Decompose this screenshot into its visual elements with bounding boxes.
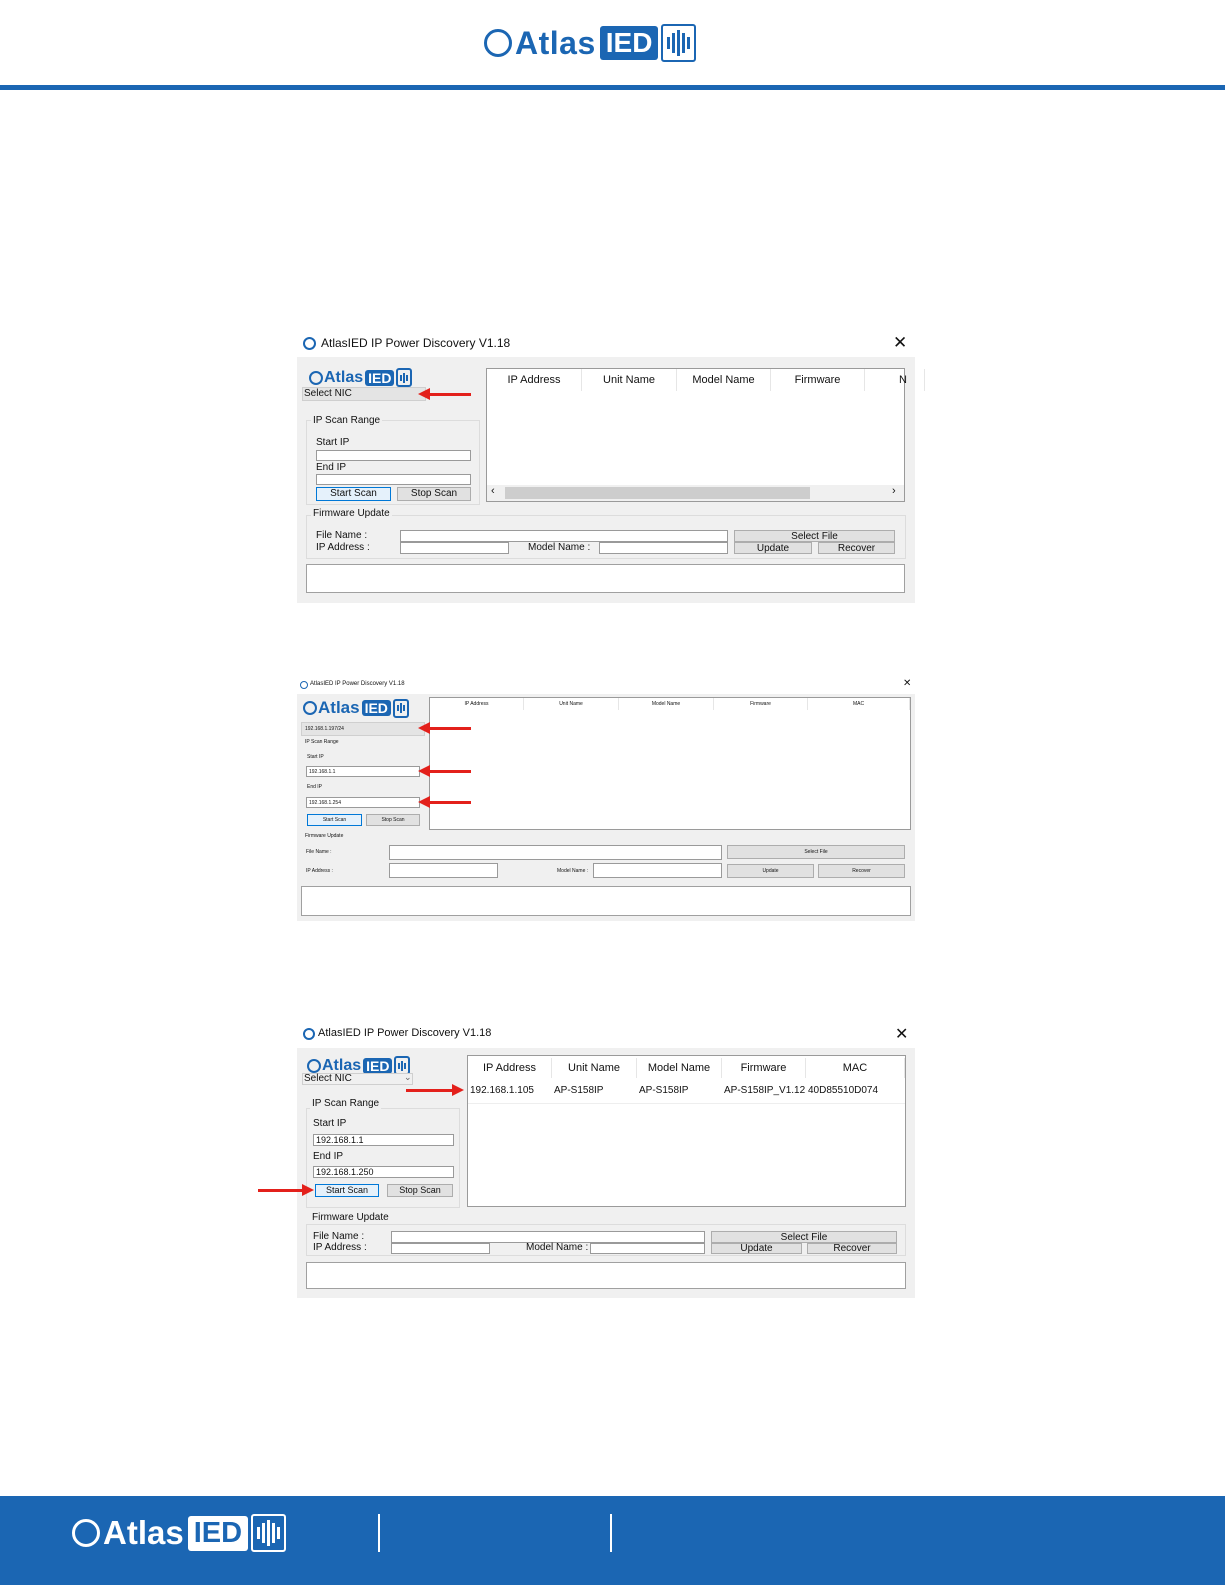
logo-box: IED	[363, 1058, 392, 1074]
file-name-label: File Name :	[313, 1231, 365, 1242]
ip-address-input[interactable]	[391, 1243, 490, 1254]
select-file-button[interactable]: Select File	[734, 530, 895, 542]
scroll-right-icon[interactable]: ›	[892, 485, 896, 497]
col-model-name[interactable]: Model Name	[619, 698, 714, 710]
model-name-input[interactable]	[599, 542, 728, 554]
col-ip-address[interactable]: IP Address	[487, 369, 582, 391]
header-rule	[0, 85, 1225, 90]
col-mac[interactable]: N	[865, 369, 925, 391]
start-ip-input[interactable]	[316, 450, 471, 461]
callout-arrow	[428, 393, 471, 396]
file-name-input[interactable]	[389, 845, 722, 860]
ip-address-input[interactable]	[400, 542, 509, 554]
select-file-button[interactable]: Select File	[711, 1231, 897, 1243]
footer-logo	[72, 1512, 286, 1554]
app-window-1	[297, 331, 915, 603]
status-box	[301, 886, 911, 916]
close-icon[interactable]: ✕	[893, 333, 908, 352]
nic-select-value: Select NIC	[304, 1073, 352, 1084]
horizontal-scrollbar[interactable]	[487, 485, 904, 501]
scan-range-label: IP Scan Range	[313, 415, 381, 426]
update-button[interactable]: Update	[734, 542, 812, 554]
scan-range-label: IP Scan Range	[305, 739, 339, 745]
recover-button[interactable]: Recover	[807, 1243, 897, 1254]
cell-firmware: AP-S158IP_V1.12	[724, 1085, 806, 1096]
atlas-ring-icon	[72, 1519, 100, 1547]
app-icon	[300, 681, 308, 689]
recover-button[interactable]: Recover	[818, 542, 895, 554]
start-scan-button[interactable]: Start Scan	[316, 487, 391, 501]
logo-word: Atlas	[324, 368, 364, 386]
status-box	[306, 564, 905, 593]
title-bar	[297, 331, 915, 357]
nic-select[interactable]: 192.168.1.197/24	[301, 722, 425, 736]
ip-address-label: IP Address :	[316, 542, 370, 553]
end-ip-label: End IP	[316, 462, 347, 473]
col-ip-address[interactable]: IP Address	[430, 698, 524, 710]
sound-bars-icon	[393, 699, 409, 718]
col-model-name[interactable]: Model Name	[677, 369, 771, 391]
col-firmware[interactable]: Firmware	[771, 369, 865, 391]
update-button[interactable]: Update	[711, 1243, 802, 1254]
app-logo	[303, 698, 409, 718]
firmware-update-label: Firmware Update	[312, 1212, 389, 1223]
start-scan-button[interactable]: Start Scan	[307, 814, 362, 826]
firmware-update-label: Firmware Update	[305, 833, 344, 839]
cell-model-name: AP-S158IP	[639, 1085, 689, 1096]
atlas-ring-icon	[307, 1059, 321, 1073]
ip-address-label: IP Address :	[306, 868, 333, 874]
end-ip-label: End IP	[313, 1151, 344, 1162]
ip-address-input[interactable]	[389, 863, 498, 878]
app-icon	[303, 1028, 315, 1040]
update-button[interactable]: Update	[727, 864, 814, 878]
col-firmware[interactable]: Firmware	[722, 1058, 806, 1078]
table-row[interactable]	[468, 1080, 905, 1104]
file-name-input[interactable]	[400, 530, 728, 542]
title-bar	[297, 677, 915, 694]
recover-button[interactable]: Recover	[818, 864, 905, 878]
sound-bars-icon	[661, 24, 696, 62]
sound-bars-icon	[396, 368, 412, 387]
scan-range-label: IP Scan Range	[312, 1098, 380, 1109]
col-ip-address[interactable]: IP Address	[468, 1058, 552, 1078]
start-scan-button[interactable]: Start Scan	[315, 1184, 379, 1197]
model-name-input[interactable]	[590, 1243, 705, 1254]
atlas-ring-icon	[303, 701, 317, 715]
sound-bars-icon	[251, 1514, 286, 1552]
atlas-ring-icon	[309, 371, 323, 385]
col-firmware[interactable]: Firmware	[714, 698, 808, 710]
window-title: AtlasIED IP Power Discovery V1.18	[321, 336, 511, 350]
app-logo	[309, 368, 412, 387]
device-list[interactable]	[467, 1055, 906, 1207]
end-ip-input[interactable]	[316, 474, 471, 485]
start-ip-input[interactable]: 192.168.1.1	[313, 1134, 454, 1146]
window-title: AtlasIED IP Power Discovery V1.18	[310, 681, 405, 687]
title-bar	[297, 1022, 915, 1048]
callout-arrow	[406, 1089, 454, 1092]
logo-box: IED	[600, 26, 659, 60]
nic-select[interactable]: Select NIC	[302, 387, 426, 401]
footer-bar	[0, 1496, 1225, 1585]
col-unit-name[interactable]: Unit Name	[582, 369, 677, 391]
firmware-update-label: Firmware Update	[313, 508, 390, 519]
device-list[interactable]	[486, 368, 905, 502]
app-window-2	[297, 677, 915, 921]
stop-scan-button[interactable]: Stop Scan	[387, 1184, 453, 1197]
stop-scan-button[interactable]: Stop Scan	[366, 814, 420, 826]
cell-mac: 40D85510D074	[808, 1085, 879, 1096]
callout-arrow	[428, 727, 471, 730]
end-ip-input[interactable]: 192.168.1.254	[306, 797, 420, 808]
model-name-label: Model Name :	[557, 868, 589, 874]
model-name-label: Model Name :	[526, 1242, 589, 1253]
atlas-ring-icon	[484, 29, 512, 57]
window-title: AtlasIED IP Power Discovery V1.18	[318, 1027, 492, 1039]
status-box	[306, 1262, 906, 1289]
callout-arrow	[428, 770, 471, 773]
logo-word: Atlas	[515, 24, 596, 61]
logo-box: IED	[362, 700, 391, 716]
start-ip-input[interactable]: 192.168.1.1	[306, 766, 420, 777]
logo-box: IED	[188, 1516, 248, 1551]
col-mac[interactable]: MAC	[806, 1058, 905, 1078]
cell-unit-name: AP-S158IP	[554, 1085, 604, 1096]
file-name-label: File Name :	[306, 849, 332, 855]
end-ip-label: End IP	[307, 784, 323, 790]
callout-arrow	[428, 801, 471, 804]
col-mac[interactable]: MAC	[808, 698, 910, 710]
footer-divider	[610, 1514, 612, 1552]
logo-word: Atlas	[103, 1514, 184, 1551]
start-ip-label: Start IP	[307, 754, 324, 760]
col-unit-name[interactable]: Unit Name	[524, 698, 619, 710]
scrollbar-thumb[interactable]	[505, 487, 810, 499]
chevron-down-icon: ⌄	[404, 1072, 412, 1082]
scroll-left-icon[interactable]: ‹	[491, 485, 495, 497]
logo-box: IED	[365, 370, 394, 386]
app-window-3	[297, 1022, 915, 1298]
ip-address-label: IP Address :	[313, 1242, 367, 1253]
select-file-button[interactable]: Select File	[727, 845, 905, 859]
model-name-input[interactable]	[593, 863, 722, 878]
start-ip-label: Start IP	[316, 437, 350, 448]
footer-divider	[378, 1514, 380, 1552]
col-unit-name[interactable]: Unit Name	[552, 1058, 637, 1078]
close-icon[interactable]: ✕	[895, 1026, 909, 1043]
app-icon	[303, 337, 316, 350]
close-icon[interactable]: ✕	[903, 678, 912, 689]
start-ip-label: Start IP	[313, 1118, 347, 1129]
file-name-label: File Name :	[316, 530, 368, 541]
atlasied-logo	[484, 24, 696, 62]
stop-scan-button[interactable]: Stop Scan	[397, 487, 471, 501]
end-ip-input[interactable]: 192.168.1.250	[313, 1166, 454, 1178]
callout-arrow	[258, 1189, 304, 1192]
col-model-name[interactable]: Model Name	[637, 1058, 722, 1078]
logo-word: Atlas	[322, 1056, 362, 1074]
cell-ip-address: 192.168.1.105	[470, 1085, 534, 1096]
nic-select[interactable]	[302, 1073, 413, 1085]
logo-word: Atlas	[318, 698, 360, 717]
model-name-label: Model Name :	[528, 542, 591, 553]
header-logo	[484, 22, 740, 64]
device-list[interactable]	[429, 697, 911, 830]
